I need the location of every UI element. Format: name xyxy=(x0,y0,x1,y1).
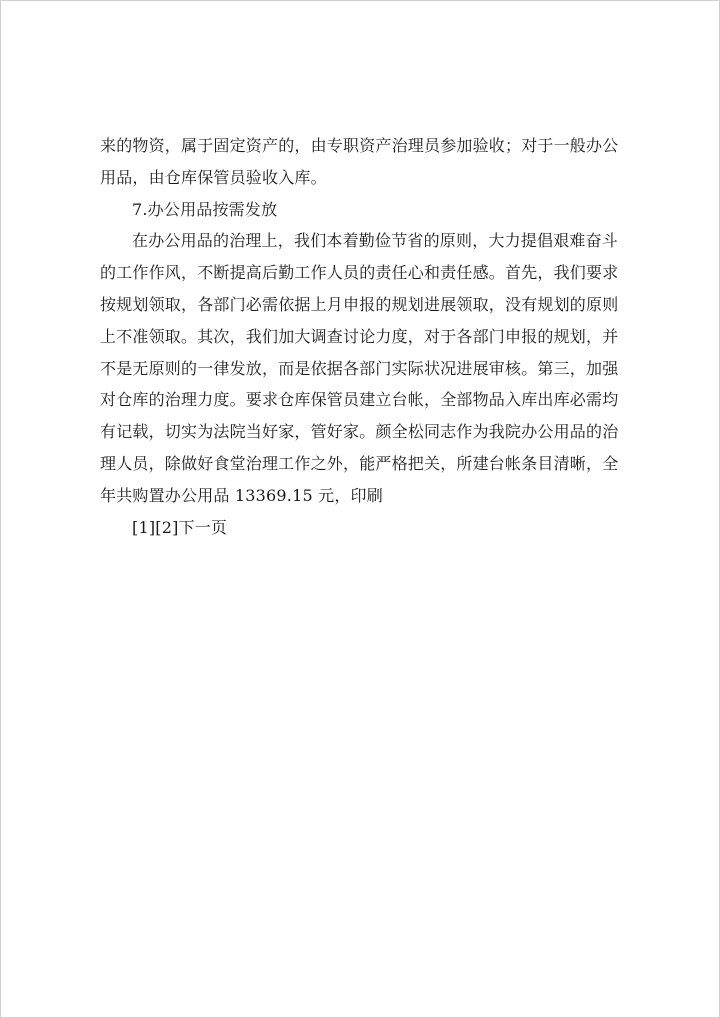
text-line: 不是无原则的一律发放，而是依据各部门实际状况进展审核。第三，加强 xyxy=(100,358,619,378)
text-line: 的工作作风，不断提高后勤工作人员的责任心和责任感。首先，我们要求 xyxy=(100,263,619,283)
text-line: 对仓库的治理力度。要求仓库保管员建立台帐，全部物品入库出库必需均 xyxy=(100,390,619,410)
text-line: 用品，由仓库保管员验收入库。 xyxy=(100,167,327,187)
text-line: 有记载，切实为法院当好家，管好家。颜全松同志作为我院办公用品的治 xyxy=(100,422,619,442)
text-line: 在办公用品的治理上，我们本着勤俭节省的原则，大力提倡艰难奋斗 xyxy=(132,231,619,251)
section-heading: 7.办公用品按需发放 xyxy=(132,199,278,219)
text-line: 上不准领取。其次，我们加大调查讨论力度，对于各部门申报的规划，并 xyxy=(100,326,619,346)
text-line: 年共购置办公用品 13369.15 元，印刷 xyxy=(100,485,383,505)
text-line: 来的物资，属于固定资产的，由专职资产治理员参加验收；对于一般办公 xyxy=(100,136,619,155)
text-line: 按规划领取，各部门必需依据上月申报的规划进展领取，没有规划的原则 xyxy=(100,294,619,314)
text-line: 理人员，除做好食堂治理工作之外，能严格把关，所建台帐条目清晰，全 xyxy=(100,453,619,473)
pagination-links[interactable]: [1][2]下一页 xyxy=(132,517,228,537)
document-body xyxy=(100,130,660,543)
